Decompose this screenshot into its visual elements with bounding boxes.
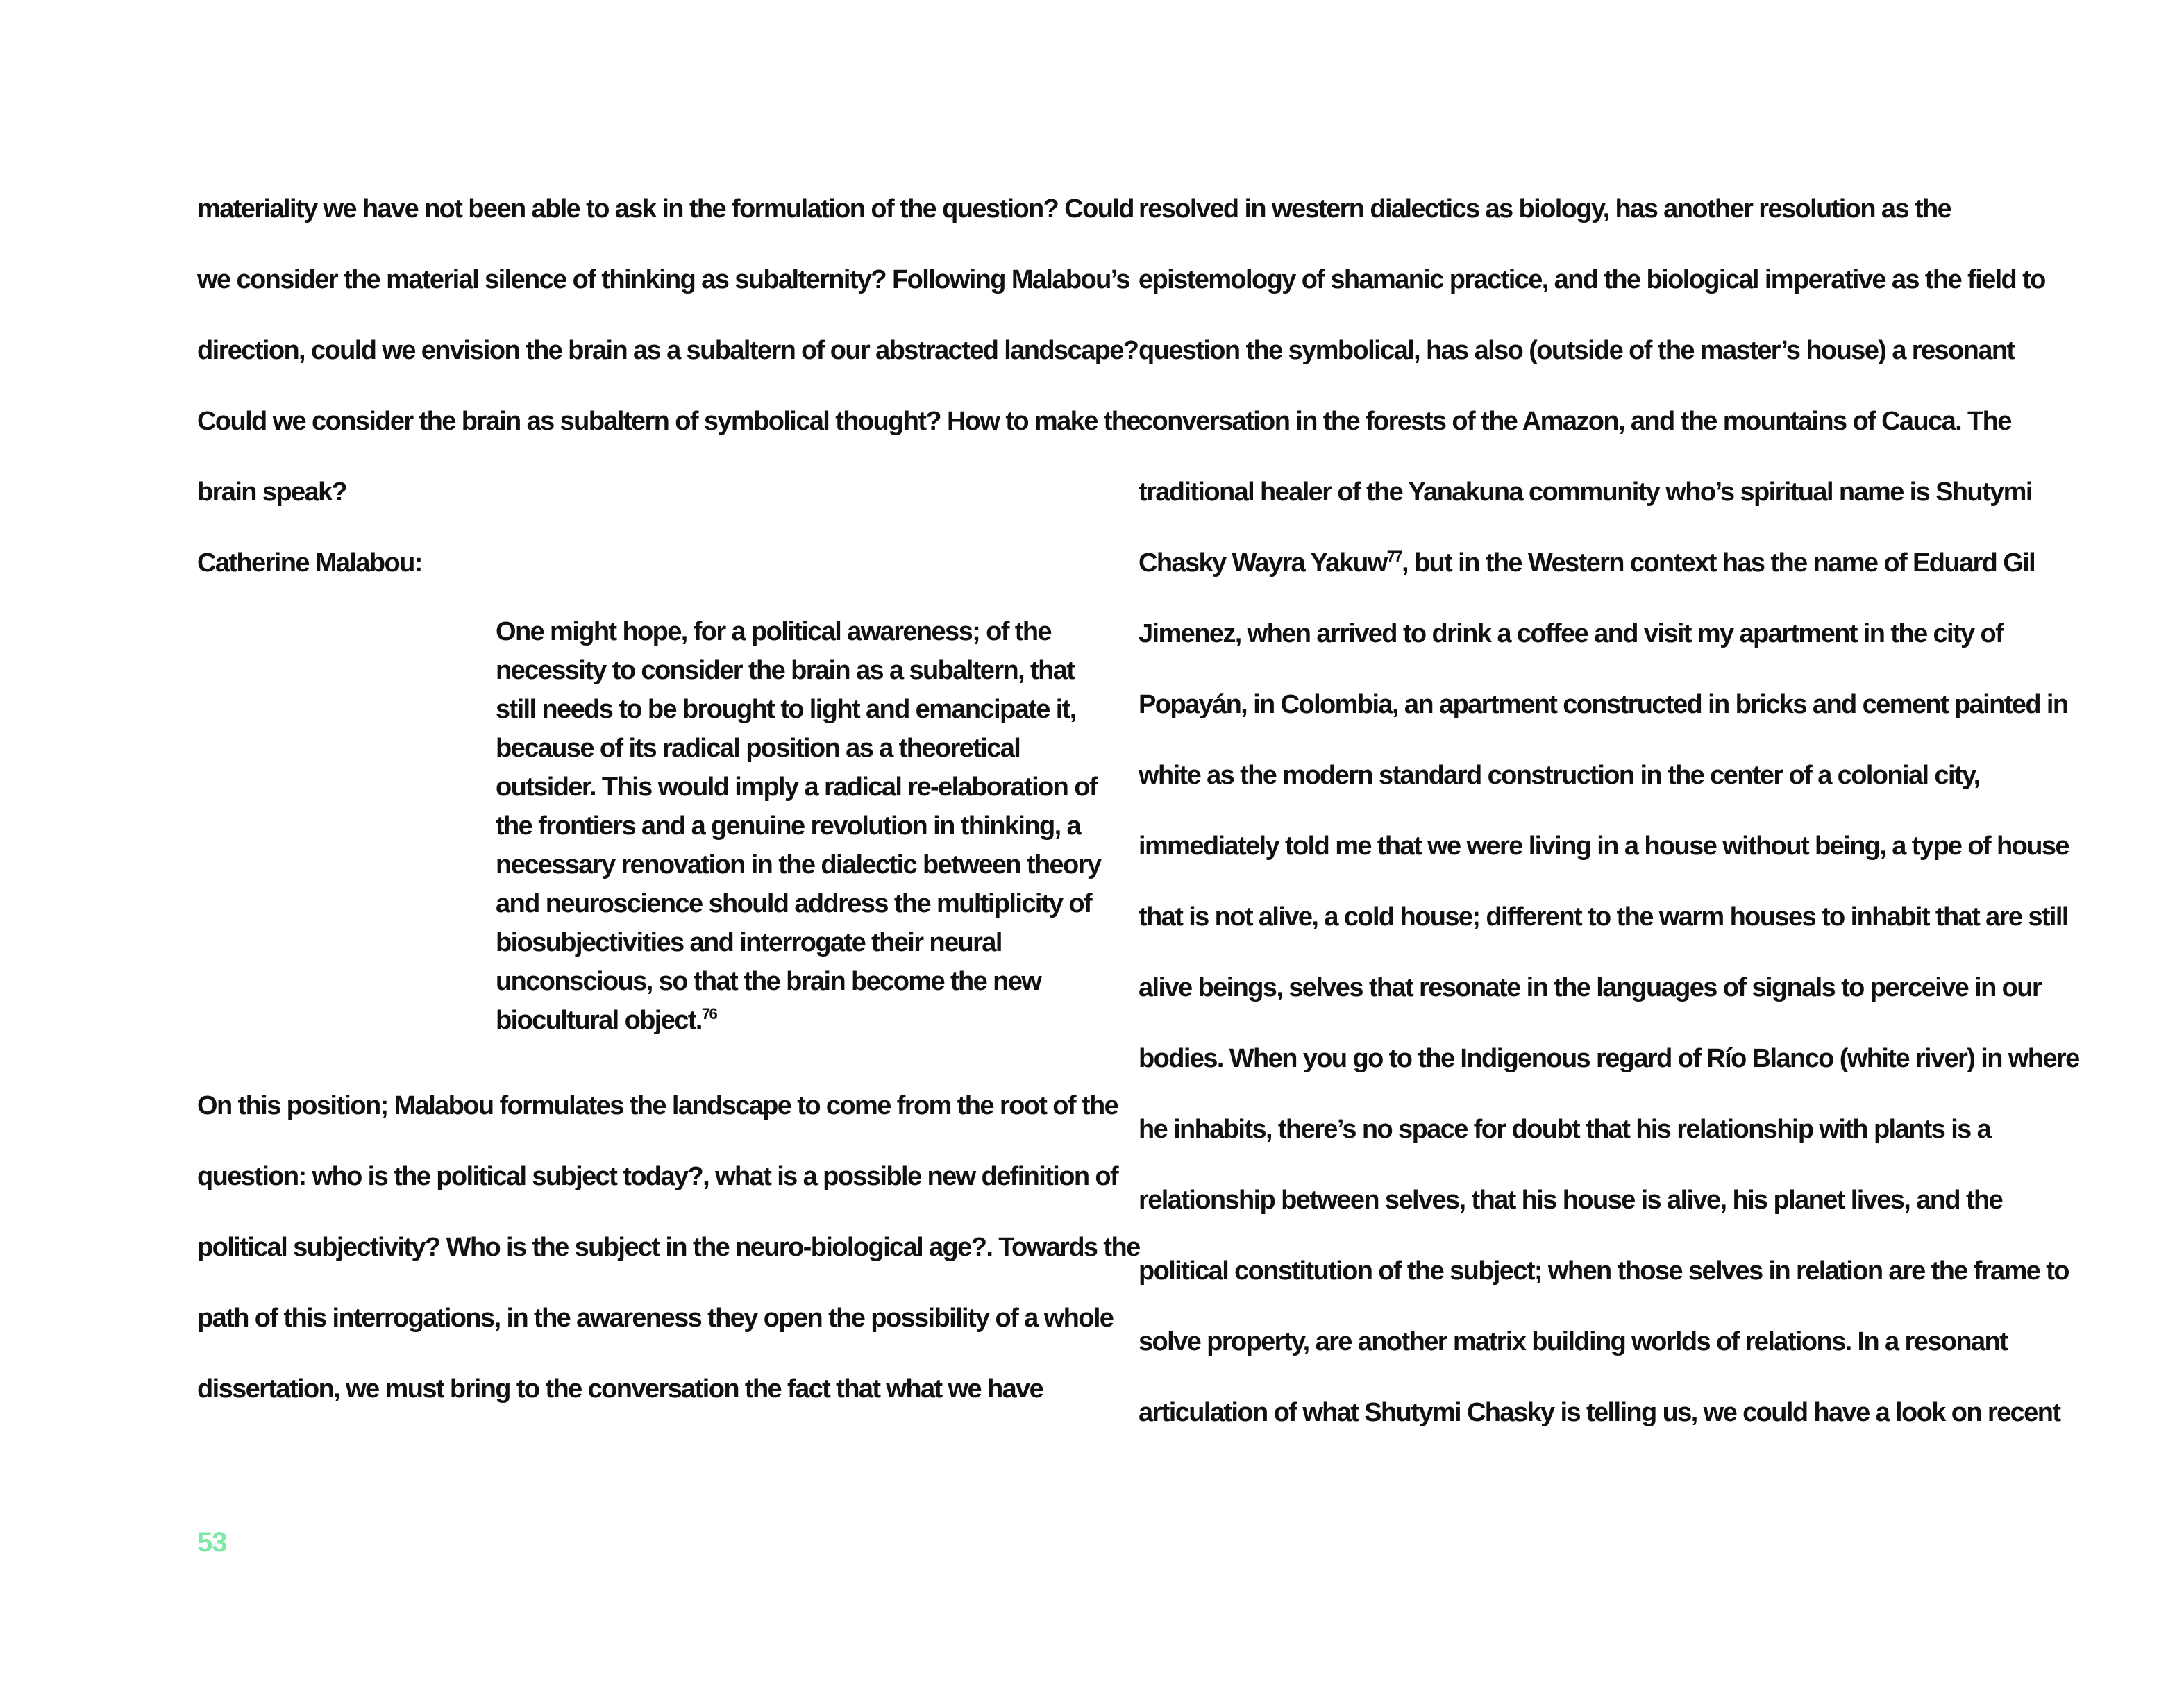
text-line: traditional healer of the Yanakuna community who’s spiritual name is Shutymi (1139, 478, 2032, 507)
quote-line: still needs to be brought to light and emancipate it, (496, 695, 1076, 724)
quote-line: because of its radical position as a theoretical (496, 734, 1020, 763)
quote-line: biosubjectivities and interrogate their neural (496, 928, 1002, 957)
text-line: political constitution of the subject; when those selves in relation are the frame to (1139, 1256, 2069, 1286)
block-quote (496, 612, 1101, 1040)
footnote-ref-76[interactable]: 76 (701, 1005, 717, 1022)
text-line-with-footnote (1139, 541, 2035, 612)
text-line: Jimenez, when arrived to drink a coffee and visit my apartment in the city of (1139, 619, 2004, 648)
text-line: relationship between selves, that his house is alive, his planet lives, and the (1139, 1186, 2003, 1215)
text-line: dissertation, we must bring to the conversation the fact that what we have (197, 1374, 1043, 1404)
left-column (197, 187, 1140, 1438)
text-line: conversation in the forests of the Amazon, and the mountains of Cauca. The (1139, 407, 2011, 436)
text-line: materiality we have not been able to ask in the formulation of the question? Could (197, 194, 1134, 224)
text-line: resolved in western dialectics as biology, has another resolution as the (1139, 194, 1951, 224)
text-line: bodies. When you go to the Indigenous regard of Río Blanco (white river) in where (1139, 1044, 2079, 1073)
text-line: white as the modern standard construction in the center of a colonial city, (1139, 761, 1980, 790)
text-line: Could we consider the brain as subaltern of symbolical thought? How to make the (197, 407, 1140, 436)
text-line: immediately told me that we were living in a house without being, a type of house (1139, 832, 2069, 861)
quote-line (496, 1001, 1044, 1040)
quote-last-text: biocultural object. (496, 1006, 702, 1035)
paragraph-2 (197, 1084, 1140, 1438)
quote-line: outsider. This would imply a radical re-elaboration of (496, 773, 1097, 802)
text-before-footnote: Chasky Wayra Yakuw (1139, 548, 1387, 578)
text-line: question the symbolical, has also (outside of the master’s house) a resonant (1139, 336, 2015, 365)
text-line: path of this interrogations, in the awareness they open the possibility of a whole (197, 1304, 1114, 1333)
footnote-ref-77[interactable]: 77 (1386, 548, 1402, 565)
text-line: direction, could we envision the brain as a subaltern of our abstracted landscape? (197, 336, 1139, 365)
text-line: we consider the material silence of thinking as subalternity? Following Malabou’s (197, 265, 1129, 294)
quote-line: and neuroscience should address the multiplicity of (496, 889, 1092, 918)
text-line: solve property, are another matrix building worlds of relations. In a resonant (1139, 1327, 2008, 1356)
text-after-footnote: , but in the Western context has the name of Eduard Gil (1402, 548, 2035, 578)
paragraph-1 (197, 187, 1140, 541)
text-line: brain speak? (197, 478, 347, 507)
quote-line: necessary renovation in the dialectic between theory (496, 850, 1101, 879)
page-number: 53 (197, 1527, 227, 1558)
text-line: Popayán, in Colombia, an apartment constructed in bricks and cement painted in (1139, 690, 2068, 719)
text-line: On this position; Malabou formulates the landscape to come from the root of the (197, 1091, 1118, 1120)
text-line: political subjectivity? Who is the subject in the neuro-biological age?. Towards the (197, 1233, 1140, 1262)
speaker-label: Catherine Malabou: (197, 548, 422, 578)
quote-line: One might hope, for a political awareness; of the (496, 617, 1051, 646)
quote-line: necessity to consider the brain as a subaltern, that (496, 656, 1075, 685)
text-line: epistemology of shamanic practice, and the biological imperative as the field to (1139, 265, 2045, 294)
text-line: he inhabits, there’s no space for doubt that his relationship with plants is a (1139, 1115, 1991, 1144)
quote-line: the frontiers and a genuine revolution in thinking, a (496, 811, 1081, 841)
text-line: question: who is the political subject today?, what is a possible new definition of (197, 1162, 1118, 1191)
text-line: articulation of what Shutymi Chasky is telling us, we could have a look on recent (1139, 1398, 2060, 1427)
text-line: that is not alive, a cold house; different to the warm houses to inhabit that are still (1139, 902, 2068, 932)
right-column (1139, 187, 2079, 1462)
quote-line: unconscious, so that the brain become the new (496, 967, 1041, 996)
text-line: alive beings, selves that resonate in the languages of signals to perceive in our (1139, 973, 2042, 1002)
